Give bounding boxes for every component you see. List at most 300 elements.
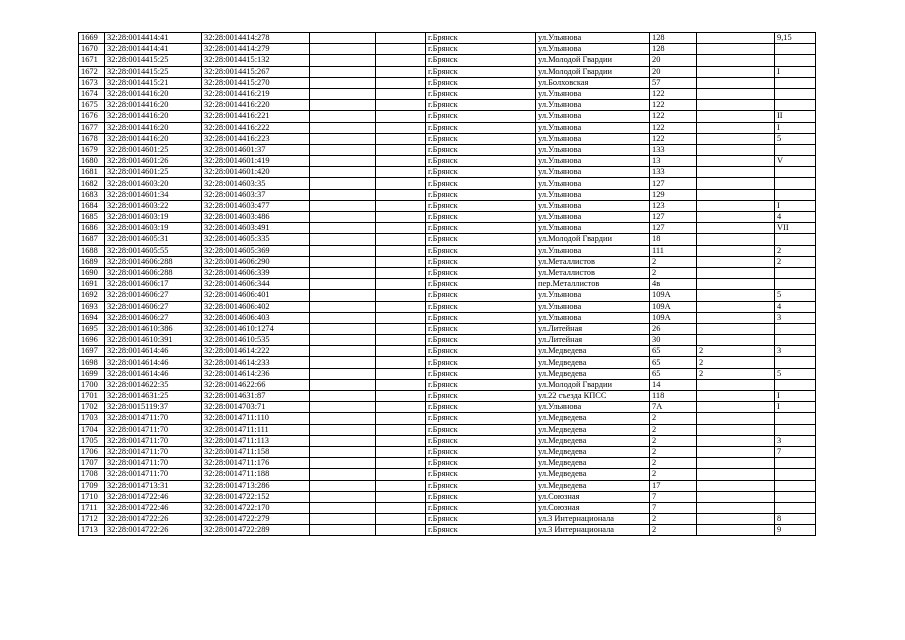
parcel-number: 32:28:0014711:70 [105, 458, 202, 469]
city-cell: г.Брянск [426, 223, 536, 234]
city-cell: г.Брянск [426, 424, 536, 435]
house-cell: 14 [650, 379, 697, 390]
city-cell: г.Брянск [426, 458, 536, 469]
object-number: 32:28:0014713:286 [202, 480, 310, 491]
empty-cell [310, 514, 376, 525]
row-number: 1677 [79, 122, 105, 133]
table-row [79, 480, 816, 491]
street-cell: ул.Медведева [536, 368, 650, 379]
object-number: 32:28:0014416:219 [202, 88, 310, 99]
empty-cell [376, 167, 426, 178]
apartment-cell [775, 424, 816, 435]
empty-cell [310, 66, 376, 77]
street-cell: ул.Молодой Гвардии [536, 66, 650, 77]
table-row [79, 469, 816, 480]
table-row [79, 279, 816, 290]
city-cell: г.Брянск [426, 514, 536, 525]
apartment-cell: I [775, 391, 816, 402]
house-cell: 65 [650, 357, 697, 368]
street-cell: ул.Ульянова [536, 88, 650, 99]
city-cell: г.Брянск [426, 301, 536, 312]
object-number: 32:28:0014610:1274 [202, 323, 310, 334]
object-number: 32:28:0014415:132 [202, 55, 310, 66]
object-number: 32:28:0014711:188 [202, 469, 310, 480]
table-row [79, 156, 816, 167]
apartment-cell [775, 335, 816, 346]
building-cell [697, 111, 775, 122]
parcel-number: 32:28:0014601:26 [105, 156, 202, 167]
row-number: 1691 [79, 279, 105, 290]
building-cell [697, 514, 775, 525]
apartment-cell [775, 279, 816, 290]
empty-cell [310, 178, 376, 189]
empty-cell [310, 133, 376, 144]
empty-cell [310, 189, 376, 200]
empty-cell [310, 458, 376, 469]
object-number: 32:28:0014603:35 [202, 178, 310, 189]
street-cell: ул.Ульянова [536, 402, 650, 413]
street-cell: пер.Металлистов [536, 279, 650, 290]
parcel-number: 32:28:0014610:386 [105, 323, 202, 334]
empty-cell [310, 234, 376, 245]
apartment-cell [775, 77, 816, 88]
apartment-cell: I [775, 402, 816, 413]
house-cell: 2 [650, 435, 697, 446]
city-cell: г.Брянск [426, 413, 536, 424]
empty-cell [376, 312, 426, 323]
row-number: 1700 [79, 379, 105, 390]
object-number: 32:28:0014414:278 [202, 33, 310, 44]
city-cell: г.Брянск [426, 133, 536, 144]
building-cell [697, 200, 775, 211]
building-cell [697, 458, 775, 469]
house-cell: 128 [650, 33, 697, 44]
table-row [79, 133, 816, 144]
table-row [79, 458, 816, 469]
table-row [79, 178, 816, 189]
row-number: 1709 [79, 480, 105, 491]
building-cell [697, 279, 775, 290]
street-cell: ул.Молодой Гвардии [536, 234, 650, 245]
table-row [79, 144, 816, 155]
row-number: 1711 [79, 502, 105, 513]
empty-cell [310, 480, 376, 491]
empty-cell [376, 458, 426, 469]
row-number: 1696 [79, 335, 105, 346]
apartment-cell: 2 [775, 256, 816, 267]
house-cell: 18 [650, 234, 697, 245]
city-cell: г.Брянск [426, 66, 536, 77]
city-cell: г.Брянск [426, 245, 536, 256]
parcel-number: 32:28:0014722:26 [105, 525, 202, 536]
street-cell: ул.Ульянова [536, 189, 650, 200]
empty-cell [310, 301, 376, 312]
building-cell [697, 267, 775, 278]
empty-cell [310, 200, 376, 211]
apartment-cell [775, 379, 816, 390]
city-cell: г.Брянск [426, 122, 536, 133]
empty-cell [376, 212, 426, 223]
building-cell [697, 167, 775, 178]
house-cell: 7А [650, 402, 697, 413]
street-cell: ул.Медведева [536, 346, 650, 357]
parcel-number: 32:28:0014711:70 [105, 413, 202, 424]
street-cell: ул.Союзная [536, 502, 650, 513]
empty-cell [310, 167, 376, 178]
table-row [79, 256, 816, 267]
table-row [79, 77, 816, 88]
empty-cell [310, 346, 376, 357]
apartment-cell [775, 469, 816, 480]
city-cell: г.Брянск [426, 379, 536, 390]
table-row [79, 357, 816, 368]
house-cell: 2 [650, 525, 697, 536]
empty-cell [310, 256, 376, 267]
city-cell: г.Брянск [426, 402, 536, 413]
table-row [79, 491, 816, 502]
street-cell: ул.Ульянова [536, 223, 650, 234]
house-cell: 2 [650, 446, 697, 457]
row-number: 1693 [79, 301, 105, 312]
apartment-cell: 3 [775, 312, 816, 323]
street-cell: ул.Ульянова [536, 33, 650, 44]
registry-table-body [79, 33, 816, 536]
street-cell: ул.Молодой Гвардии [536, 379, 650, 390]
table-row [79, 267, 816, 278]
row-number: 1702 [79, 402, 105, 413]
row-number: 1675 [79, 100, 105, 111]
apartment-cell [775, 413, 816, 424]
object-number: 32:28:0014606:401 [202, 290, 310, 301]
row-number: 1680 [79, 156, 105, 167]
object-number: 32:28:0014606:290 [202, 256, 310, 267]
house-cell: 122 [650, 111, 697, 122]
building-cell [697, 290, 775, 301]
object-number: 32:28:0014711:110 [202, 413, 310, 424]
empty-cell [376, 525, 426, 536]
street-cell: ул.Ульянова [536, 144, 650, 155]
empty-cell [376, 491, 426, 502]
empty-cell [310, 100, 376, 111]
building-cell: 2 [697, 357, 775, 368]
empty-cell [376, 267, 426, 278]
building-cell [697, 55, 775, 66]
house-cell: 2 [650, 413, 697, 424]
house-cell: 133 [650, 144, 697, 155]
parcel-number: 32:28:0014722:46 [105, 502, 202, 513]
empty-cell [376, 279, 426, 290]
parcel-number: 32:28:0014416:20 [105, 88, 202, 99]
table-row [79, 290, 816, 301]
parcel-number: 32:28:0014614:46 [105, 368, 202, 379]
street-cell: ул.Ульянова [536, 212, 650, 223]
object-number: 32:28:0014614:233 [202, 357, 310, 368]
apartment-cell: 5 [775, 368, 816, 379]
apartment-cell [775, 357, 816, 368]
parcel-number: 32:28:0014606:27 [105, 301, 202, 312]
empty-cell [310, 212, 376, 223]
street-cell: ул.Ульянова [536, 245, 650, 256]
empty-cell [310, 44, 376, 55]
empty-cell [310, 122, 376, 133]
row-number: 1681 [79, 167, 105, 178]
city-cell: г.Брянск [426, 502, 536, 513]
city-cell: г.Брянск [426, 368, 536, 379]
object-number: 32:28:0014610:535 [202, 335, 310, 346]
street-cell: ул.Ульянова [536, 122, 650, 133]
parcel-number: 32:28:0014416:20 [105, 100, 202, 111]
street-cell: ул.Литейная [536, 323, 650, 334]
table-row [79, 55, 816, 66]
house-cell: 109А [650, 290, 697, 301]
street-cell: ул.3 Интернационала [536, 514, 650, 525]
parcel-number: 32:28:0014416:20 [105, 111, 202, 122]
apartment-cell: 5 [775, 133, 816, 144]
object-number: 32:28:0014601:419 [202, 156, 310, 167]
building-cell [697, 424, 775, 435]
empty-cell [310, 402, 376, 413]
empty-cell [376, 55, 426, 66]
parcel-number: 32:28:0014614:46 [105, 346, 202, 357]
row-number: 1688 [79, 245, 105, 256]
parcel-number: 32:28:0014606:27 [105, 312, 202, 323]
object-number: 32:28:0014605:369 [202, 245, 310, 256]
house-cell: 122 [650, 88, 697, 99]
row-number: 1673 [79, 77, 105, 88]
empty-cell [376, 100, 426, 111]
street-cell: ул.Молодой Гвардии [536, 55, 650, 66]
object-number: 32:28:0014601:420 [202, 167, 310, 178]
parcel-number: 32:28:0014414:41 [105, 44, 202, 55]
city-cell: г.Брянск [426, 189, 536, 200]
empty-cell [376, 379, 426, 390]
street-cell: ул.Литейная [536, 335, 650, 346]
object-number: 32:28:0014606:344 [202, 279, 310, 290]
parcel-number: 32:28:0014603:19 [105, 212, 202, 223]
empty-cell [376, 122, 426, 133]
street-cell: ул.22 съезда КПСС [536, 391, 650, 402]
row-number: 1705 [79, 435, 105, 446]
apartment-cell [775, 88, 816, 99]
street-cell: ул.Ульянова [536, 111, 650, 122]
house-cell: 128 [650, 44, 697, 55]
empty-cell [376, 391, 426, 402]
building-cell [697, 413, 775, 424]
street-cell: ул.Медведева [536, 413, 650, 424]
building-cell [697, 379, 775, 390]
row-number: 1683 [79, 189, 105, 200]
table-row [79, 245, 816, 256]
city-cell: г.Брянск [426, 391, 536, 402]
building-cell [697, 446, 775, 457]
empty-cell [310, 525, 376, 536]
parcel-number: 32:28:0014610:391 [105, 335, 202, 346]
empty-cell [310, 33, 376, 44]
city-cell: г.Брянск [426, 446, 536, 457]
object-number: 32:28:0014722:170 [202, 502, 310, 513]
row-number: 1679 [79, 144, 105, 155]
building-cell [697, 435, 775, 446]
city-cell: г.Брянск [426, 167, 536, 178]
object-number: 32:28:0014415:267 [202, 66, 310, 77]
object-number: 32:28:0014415:270 [202, 77, 310, 88]
object-number: 32:28:0014631:87 [202, 391, 310, 402]
empty-cell [376, 189, 426, 200]
street-cell: ул.Медведева [536, 469, 650, 480]
street-cell: ул.Ульянова [536, 100, 650, 111]
table-row [79, 379, 816, 390]
row-number: 1682 [79, 178, 105, 189]
object-number: 32:28:0014614:222 [202, 346, 310, 357]
table-row [79, 212, 816, 223]
city-cell: г.Брянск [426, 111, 536, 122]
table-row [79, 88, 816, 99]
object-number: 32:28:0014603:37 [202, 189, 310, 200]
building-cell [697, 323, 775, 334]
house-cell: 7 [650, 502, 697, 513]
empty-cell [310, 357, 376, 368]
row-number: 1707 [79, 458, 105, 469]
table-row [79, 391, 816, 402]
house-cell: 133 [650, 167, 697, 178]
house-cell: 127 [650, 212, 697, 223]
parcel-number: 32:28:0014415:21 [105, 77, 202, 88]
apartment-cell [775, 491, 816, 502]
building-cell [697, 502, 775, 513]
row-number: 1713 [79, 525, 105, 536]
street-cell: ул.Ульянова [536, 290, 650, 301]
table-row [79, 346, 816, 357]
city-cell: г.Брянск [426, 267, 536, 278]
building-cell [697, 77, 775, 88]
building-cell [697, 156, 775, 167]
empty-cell [310, 323, 376, 334]
empty-cell [310, 435, 376, 446]
empty-cell [376, 256, 426, 267]
street-cell: ул.Металлистов [536, 256, 650, 267]
house-cell: 122 [650, 100, 697, 111]
parcel-number: 32:28:0014722:46 [105, 491, 202, 502]
empty-cell [310, 469, 376, 480]
empty-cell [376, 223, 426, 234]
apartment-cell: V [775, 156, 816, 167]
building-cell [697, 245, 775, 256]
row-number: 1686 [79, 223, 105, 234]
building-cell [697, 189, 775, 200]
apartment-cell: VII [775, 223, 816, 234]
empty-cell [310, 391, 376, 402]
row-number: 1671 [79, 55, 105, 66]
empty-cell [376, 111, 426, 122]
empty-cell [376, 66, 426, 77]
table-row [79, 223, 816, 234]
object-number: 32:28:0014711:158 [202, 446, 310, 457]
apartment-cell: 8 [775, 514, 816, 525]
building-cell [697, 402, 775, 413]
city-cell: г.Брянск [426, 55, 536, 66]
empty-cell [310, 88, 376, 99]
table-row [79, 44, 816, 55]
apartment-cell: 3 [775, 435, 816, 446]
empty-cell [376, 301, 426, 312]
empty-cell [310, 379, 376, 390]
city-cell: г.Брянск [426, 156, 536, 167]
table-row [79, 167, 816, 178]
city-cell: г.Брянск [426, 100, 536, 111]
house-cell: 109А [650, 312, 697, 323]
row-number: 1697 [79, 346, 105, 357]
parcel-number: 32:28:0014606:27 [105, 290, 202, 301]
building-cell [697, 88, 775, 99]
apartment-cell [775, 502, 816, 513]
building-cell: 2 [697, 346, 775, 357]
street-cell: ул.Ульянова [536, 200, 650, 211]
street-cell: ул.Медведева [536, 357, 650, 368]
apartment-cell: I [775, 66, 816, 77]
apartment-cell [775, 144, 816, 155]
empty-cell [376, 77, 426, 88]
empty-cell [376, 413, 426, 424]
empty-cell [376, 446, 426, 457]
empty-cell [310, 491, 376, 502]
object-number: 32:28:0014711:111 [202, 424, 310, 435]
city-cell: г.Брянск [426, 491, 536, 502]
row-number: 1699 [79, 368, 105, 379]
table-row [79, 435, 816, 446]
street-cell: ул.Медведева [536, 446, 650, 457]
table-row [79, 368, 816, 379]
row-number: 1678 [79, 133, 105, 144]
building-cell [697, 480, 775, 491]
parcel-number: 32:28:0015119:37 [105, 402, 202, 413]
building-cell [697, 66, 775, 77]
object-number: 32:28:0014601:37 [202, 144, 310, 155]
object-number: 32:28:0014414:279 [202, 44, 310, 55]
house-cell: 57 [650, 77, 697, 88]
parcel-number: 32:28:0014601:34 [105, 189, 202, 200]
object-number: 32:28:0014622:66 [202, 379, 310, 390]
object-number: 32:28:0014603:491 [202, 223, 310, 234]
parcel-number: 32:28:0014606:288 [105, 256, 202, 267]
row-number: 1685 [79, 212, 105, 223]
empty-cell [376, 33, 426, 44]
house-cell: 2 [650, 469, 697, 480]
parcel-number: 32:28:0014414:41 [105, 33, 202, 44]
row-number: 1676 [79, 111, 105, 122]
house-cell: 111 [650, 245, 697, 256]
apartment-cell [775, 167, 816, 178]
city-cell: г.Брянск [426, 279, 536, 290]
city-cell: г.Брянск [426, 212, 536, 223]
parcel-number: 32:28:0014416:20 [105, 122, 202, 133]
table-row [79, 122, 816, 133]
row-number: 1710 [79, 491, 105, 502]
table-row [79, 111, 816, 122]
house-cell: 7 [650, 491, 697, 502]
table-row [79, 446, 816, 457]
row-number: 1692 [79, 290, 105, 301]
parcel-number: 32:28:0014631:25 [105, 391, 202, 402]
city-cell: г.Брянск [426, 144, 536, 155]
city-cell: г.Брянск [426, 346, 536, 357]
table-row [79, 525, 816, 536]
apartment-cell: 4 [775, 301, 816, 312]
empty-cell [310, 424, 376, 435]
empty-cell [376, 144, 426, 155]
empty-cell [310, 144, 376, 155]
street-cell: ул.Медведева [536, 435, 650, 446]
city-cell: г.Брянск [426, 256, 536, 267]
